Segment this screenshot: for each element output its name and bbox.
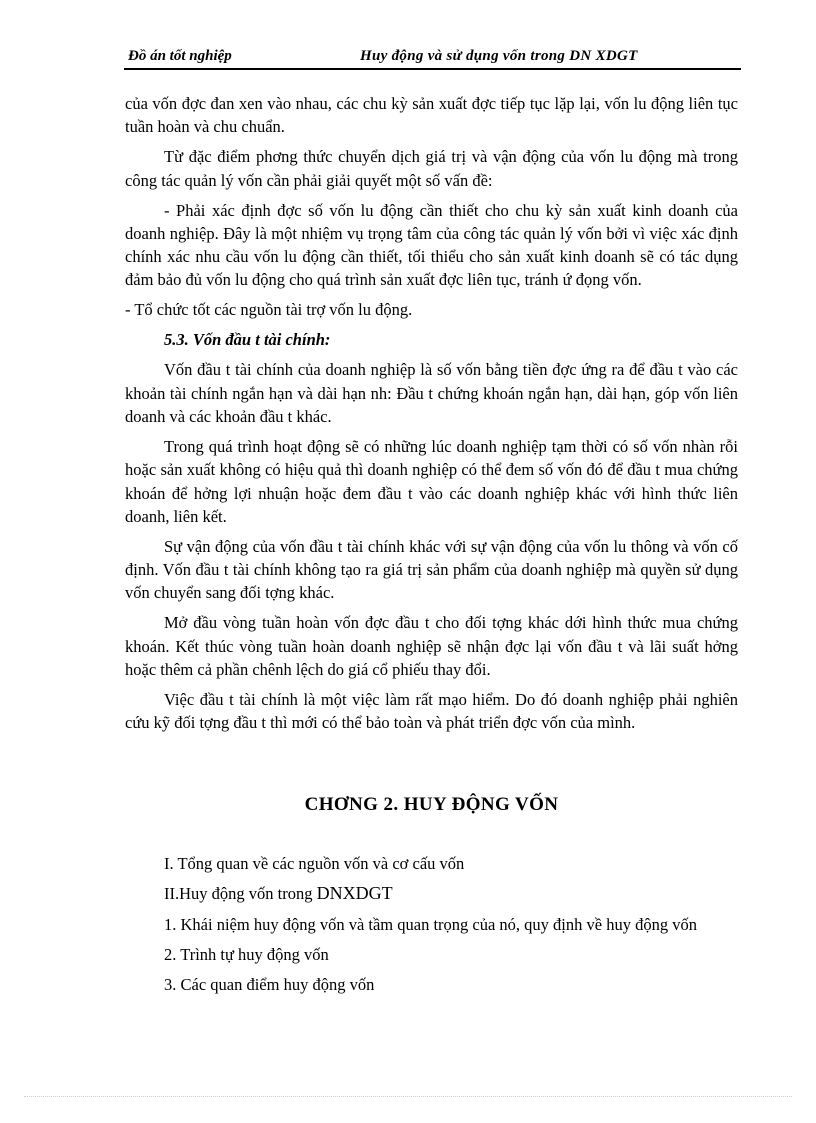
section-heading: 5.3. Vốn đầu t tài chính: xyxy=(164,330,331,350)
footer-divider xyxy=(24,1096,792,1097)
outline-item xyxy=(125,882,738,905)
outline-item: 1. Khái niệm huy động vốn và tầm quan trọng của nó, quy định về huy động vốn xyxy=(164,914,697,934)
paragraph: - Phải xác định đợc số vốn lu động cần thiết cho chu kỳ sản xuất kinh doanh của doanh nghiệp. Đây là một nhiệm vụ trọng tâm của công tác quản lý vốn bởi vì việc xác định chính xác nhu cầu vốn lu động cần thiết, tối thiểu cho sản xuất kinh doanh sẽ có tác dụng đảm bảo đủ vốn lu động cho quá trình sản xuất đợc liên tục, tránh ứ đọng vốn. xyxy=(125,200,738,290)
chapter-outline xyxy=(125,852,738,1003)
paragraph: Mở đầu vòng tuần hoàn vốn đợc đầu t cho đối tợng khác dới hình thức mua chứng khoán. Kết thúc vòng tuần hoàn doanh nghiệp sẽ nhận đợc lại vốn đầu t và lãi suất hởng hoặc thêm cả phần chênh lệch do giá cổ phiếu thay đổi. xyxy=(125,613,738,680)
paragraph: Vốn đầu t tài chính của doanh nghiệp là số vốn bằng tiền đợc ứng ra để đầu t vào các khoản tài chính ngắn hạn và dài hạn nh: Đầu t chứng khoán ngắn hạn, dài hạn, góp vốn liên doanh và các khoản đầu t khác. xyxy=(125,360,738,426)
paragraph: của vốn đợc đan xen vào nhau, các chu kỳ sản xuất đợc tiếp tục lặp lại, vốn lu động liên tục tuần hoàn và chu chuẩn. xyxy=(125,94,738,137)
outline-item: 2. Trình tự huy động vốn xyxy=(164,944,329,964)
outline-item-prefix: II.Huy động vốn trong xyxy=(164,884,317,904)
body-text xyxy=(125,92,738,741)
page-header xyxy=(124,46,741,70)
paragraph: Việc đầu t tài chính là một việc làm rất mạo hiểm. Do đó doanh nghiệp phải nghiên cứu kỹ đối tợng đầu t thì mới có thể bảo toàn và phát triển đợc vốn của mình. xyxy=(125,690,738,733)
outline-item-suffix: DNXDGT xyxy=(316,883,393,904)
paragraph: Trong quá trình hoạt động sẽ có những lúc doanh nghiệp tạm thời có số vốn nhàn rỗi hoặc sản xuất không có hiệu quả thì doanh nghiệp có thể đem số vốn đó để đầu t mua chứng khoán để hởng lợi nhuận hoặc đem đầu t vào các doanh nghiệp khác với hình thức liên doanh, liên kết. xyxy=(125,436,738,526)
header-right-title: Huy động và sử dụng vốn trong DN XDGT xyxy=(360,48,638,64)
paragraph: Từ đặc điểm phơng thức chuyển dịch giá trị và vận động của vốn lu động mà trong công tác quản lý vốn cần phải giải quyết một số vấn đề: xyxy=(125,147,738,190)
header-left-title: Đồ án tốt nghiệp xyxy=(128,48,232,64)
outline-item: I. Tổng quan về các nguồn vốn và cơ cấu vốn xyxy=(164,854,465,873)
paragraph: - Tổ chức tốt các nguồn tài trợ vốn lu động. xyxy=(125,300,413,320)
outline-item: 3. Các quan điểm huy động vốn xyxy=(164,975,375,995)
chapter-title: CHƠNG 2. HUY ĐỘNG VỐN xyxy=(304,794,559,815)
paragraph: Sự vận động của vốn đầu t tài chính khác với sự vận động của vốn lu thông và vốn cố định. Vốn đầu t tài chính không tạo ra giá trị sản phẩm của doanh nghiệp mà quyền sử dụng vốn chuyển sang đối tợng khác. xyxy=(125,536,738,603)
